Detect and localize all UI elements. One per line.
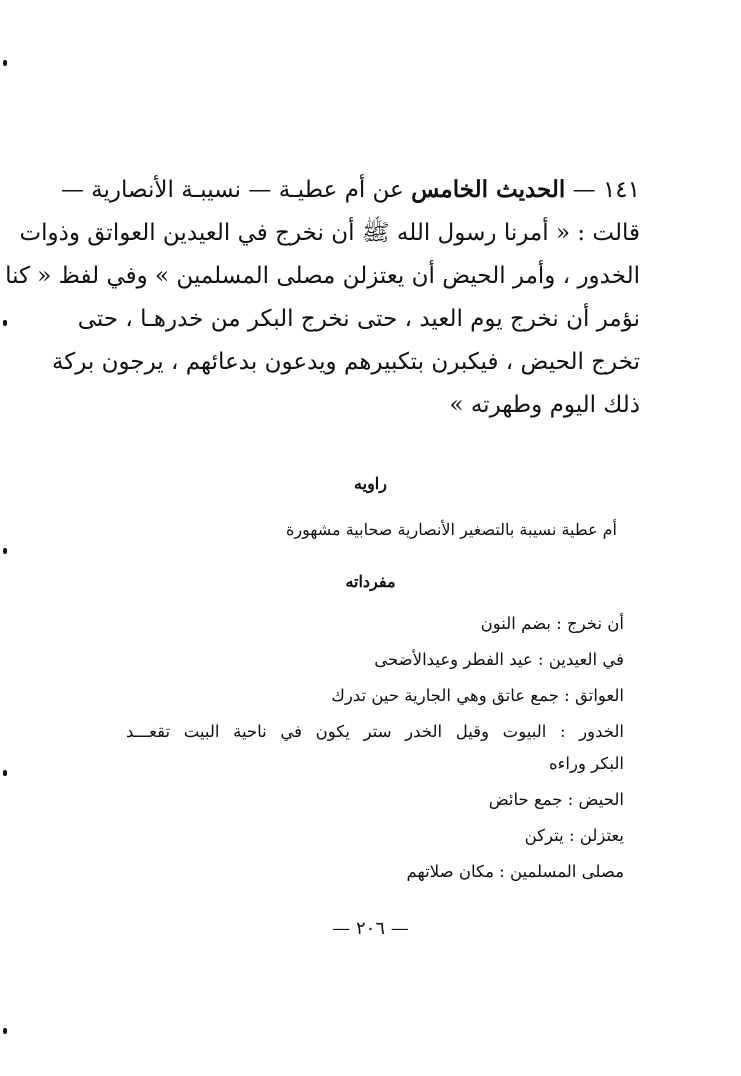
margin-mark: [3, 770, 7, 776]
hadith-line: الخدور ، وأمر الحيض أن يعتزلن مصلى المسلمين » وفي لفظ « كنا: [5, 263, 640, 289]
narrator-heading: راويه: [354, 474, 387, 493]
vocabulary-entry-continuation: البكر وراءه: [549, 754, 624, 773]
vocabulary-entry: مصلى المسلمين : مكان صلاتهم: [406, 862, 624, 881]
margin-mark: [3, 60, 7, 66]
vocabulary-entry: في العيدين : عيد الفطر وعيدالأضحى: [374, 650, 624, 669]
vocabulary-entry: الخدور : البيوت وقيل الخدر ستر يكون في ناحية البيت تقعـــد: [126, 722, 624, 741]
hadith-number: ١٤١ —: [565, 177, 640, 203]
vocabulary-entry: العواتق : جمع عاتق وهي الجارية حين تدرك: [331, 686, 624, 705]
margin-mark: [3, 320, 7, 326]
vocabulary-entry: يعتزلن : يتركن: [524, 826, 624, 845]
hadith-line-rest: عن أم عطيـة — نسيبـة الأنصارية —: [60, 177, 412, 203]
hadith-line: [60, 168, 640, 212]
narrator-text: أم عطية نسيبة بالتصغير الأنصارية صحابية مشهورة: [286, 520, 617, 539]
vocabulary-entry: أن نخرج : بضم النون: [480, 614, 624, 633]
vocabulary-list: [126, 606, 624, 890]
hadith-title: الحديث الخامس: [411, 176, 566, 203]
hadith-line: قالت : « أمرنا رسول الله ﷺ أن نخرج في العيدين العواتق وذوات: [19, 220, 640, 246]
margin-mark: [3, 1028, 7, 1034]
hadith-line: تخرج الحيض ، فيكبرن بتكبيرهم ويدعون بدعائهم ، يرجون بركة: [51, 349, 640, 375]
hadith-text: [5, 168, 640, 427]
page-number: — ٢٠٦ —: [332, 918, 409, 939]
vocabulary-heading: مفرداته: [345, 572, 396, 591]
margin-mark: [3, 548, 7, 554]
vocabulary-entry: الحيض : جمع حائض: [488, 790, 624, 809]
hadith-line: ذلك اليوم وطهرته »: [449, 392, 640, 418]
hadith-line: نؤمر أن نخرج يوم العيد ، حتى نخرج البكر من خدرهـا ، حتى: [77, 306, 640, 332]
